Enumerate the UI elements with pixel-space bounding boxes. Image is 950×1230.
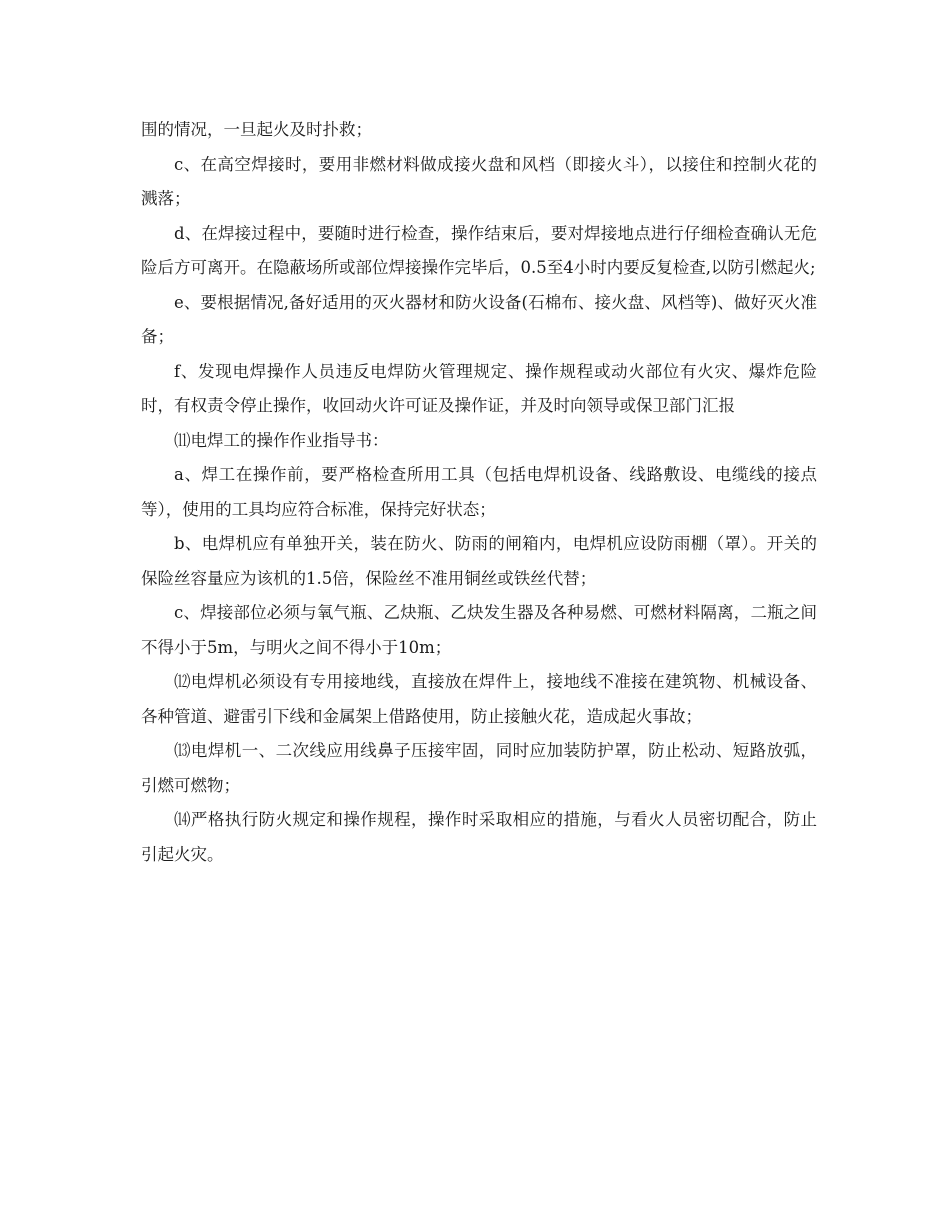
document-body bbox=[141, 113, 817, 872]
paragraph-continuation: 围的情况，一旦起火及时扑救； bbox=[141, 120, 372, 139]
paragraph-section-13-wiring: ⒀电焊机一、二次线应用线鼻子压接牢固，同时应加装防护罩，防止松动、短路放弧，引燃可燃物； bbox=[141, 741, 817, 795]
paragraph-item-c-high-altitude: c、在高空焊接时，要用非燃材料做成接火盘和风档（即接火斗），以接住和控制火花的溅落； bbox=[141, 154, 817, 208]
paragraph-item-f-violation: f、发现电焊操作人员违反电焊防火管理规定、操作规程或动火部位有火灾、爆炸危险时，有权责令停止操作，收回动火许可证及操作证，并及时向领导或保卫部门汇报 bbox=[141, 361, 817, 415]
paragraph-item-d-inspection: d、在焊接过程中，要随时进行检查，操作结束后，要对焊接地点进行仔细检查确认无危险后方可离开。在隐蔽场所或部位焊接操作完毕后，0.5至4小时内要反复检查,以防引燃起火; bbox=[141, 223, 817, 277]
paragraph-item-c-isolation: c、焊接部位必须与氧气瓶、乙炔瓶、乙炔发生器及各种易燃、可燃材料隔离，二瓶之间不得小于5m，与明火之间不得小于10m； bbox=[141, 603, 817, 657]
paragraph-item-e-equipment: e、要根据情况,备好适用的灭火器材和防火设备(石棉布、接火盘、风档等)、做好灭火准备； bbox=[141, 292, 817, 346]
paragraph-item-b-switch: b、电焊机应有单独开关，装在防火、防雨的闸箱内，电焊机应设防雨棚（罩）。开关的保险丝容量应为该机的1.5倍，保险丝不准用铜丝或铁丝代替； bbox=[141, 534, 817, 588]
paragraph-section-12-grounding: ⑿电焊机必须设有专用接地线，直接放在焊件上，接地线不准接在建筑物、机械设备、各种管道、避雷引下线和金属架上借路使用，防止接触火花，造成起火事故； bbox=[141, 672, 817, 726]
paragraph-section-14-rules: ⒁严格执行防火规定和操作规程，操作时采取相应的措施，与看火人员密切配合，防止引起火灾。 bbox=[141, 810, 817, 864]
paragraph-section-11-heading: ⑾电焊工的操作作业指导书： bbox=[174, 430, 389, 450]
paragraph-item-a-tools: a、焊工在操作前，要严格检查所用工具（包括电焊机设备、线路敷设、电缆线的接点等），使用的工具均应符合标准，保持完好状态； bbox=[141, 465, 817, 519]
